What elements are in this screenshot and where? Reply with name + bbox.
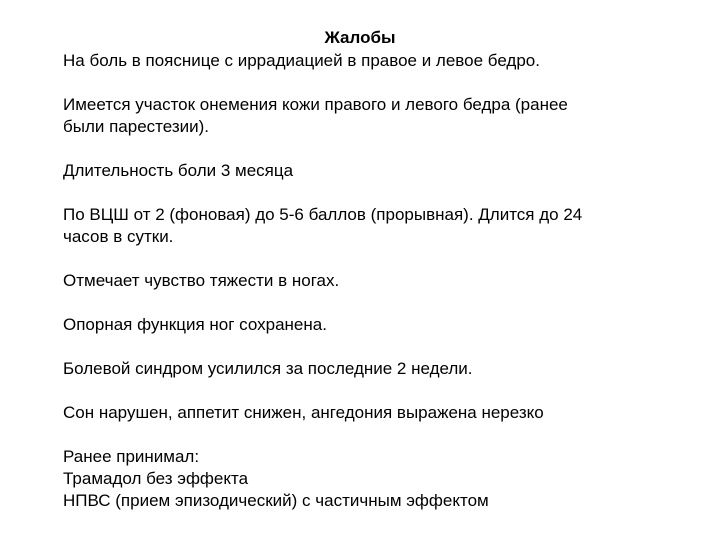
paragraph-gap [63, 336, 663, 358]
paragraph-pain-location [63, 50, 663, 72]
text-line: НПВС (прием эпизодический) с частичным эффектом [63, 491, 489, 510]
text-line: На боль в пояснице с иррадиацией в правое и левое бедро. [63, 51, 540, 70]
paragraph-duration [63, 160, 663, 182]
text-line: Отмечает чувство тяжести в ногах. [63, 271, 340, 290]
text-line: Трамадол без эффекта [63, 469, 249, 488]
text-line: были парестезии). [63, 117, 210, 136]
complaints-body [63, 50, 663, 512]
paragraph-numbness [63, 94, 663, 138]
paragraph-gap [63, 72, 663, 94]
paragraph-gap [63, 248, 663, 270]
paragraph-gap [63, 380, 663, 402]
text-line: Сон нарушен, аппетит снижен, ангедония выражена нерезко [63, 403, 544, 422]
paragraph-support-function [63, 314, 663, 336]
paragraph-heaviness [63, 270, 663, 292]
paragraph-gap [63, 292, 663, 314]
text-line: Длительность боли 3 месяца [63, 161, 294, 180]
slide-title: Жалобы [324, 28, 396, 47]
paragraph-gap [63, 138, 663, 160]
text-line: Болевой синдром усилился за последние 2 недели. [63, 359, 473, 378]
paragraph-pain-scale [63, 204, 663, 248]
paragraph-gap [63, 424, 663, 446]
paragraph-sleep-appetite [63, 402, 663, 424]
paragraph-previous-treatment [63, 446, 663, 512]
paragraph-gap [63, 182, 663, 204]
text-line: По ВЦШ от 2 (фоновая) до 5-6 баллов (прорывная). Длится до 24 [63, 205, 583, 224]
text-line: часов в сутки. [63, 227, 174, 246]
paragraph-pain-increase [63, 358, 663, 380]
text-line: Опорная функция ног сохранена. [63, 315, 327, 334]
text-line: Имеется участок онемения кожи правого и левого бедра (ранее [63, 95, 568, 114]
text-line: Ранее принимал: [63, 447, 200, 466]
